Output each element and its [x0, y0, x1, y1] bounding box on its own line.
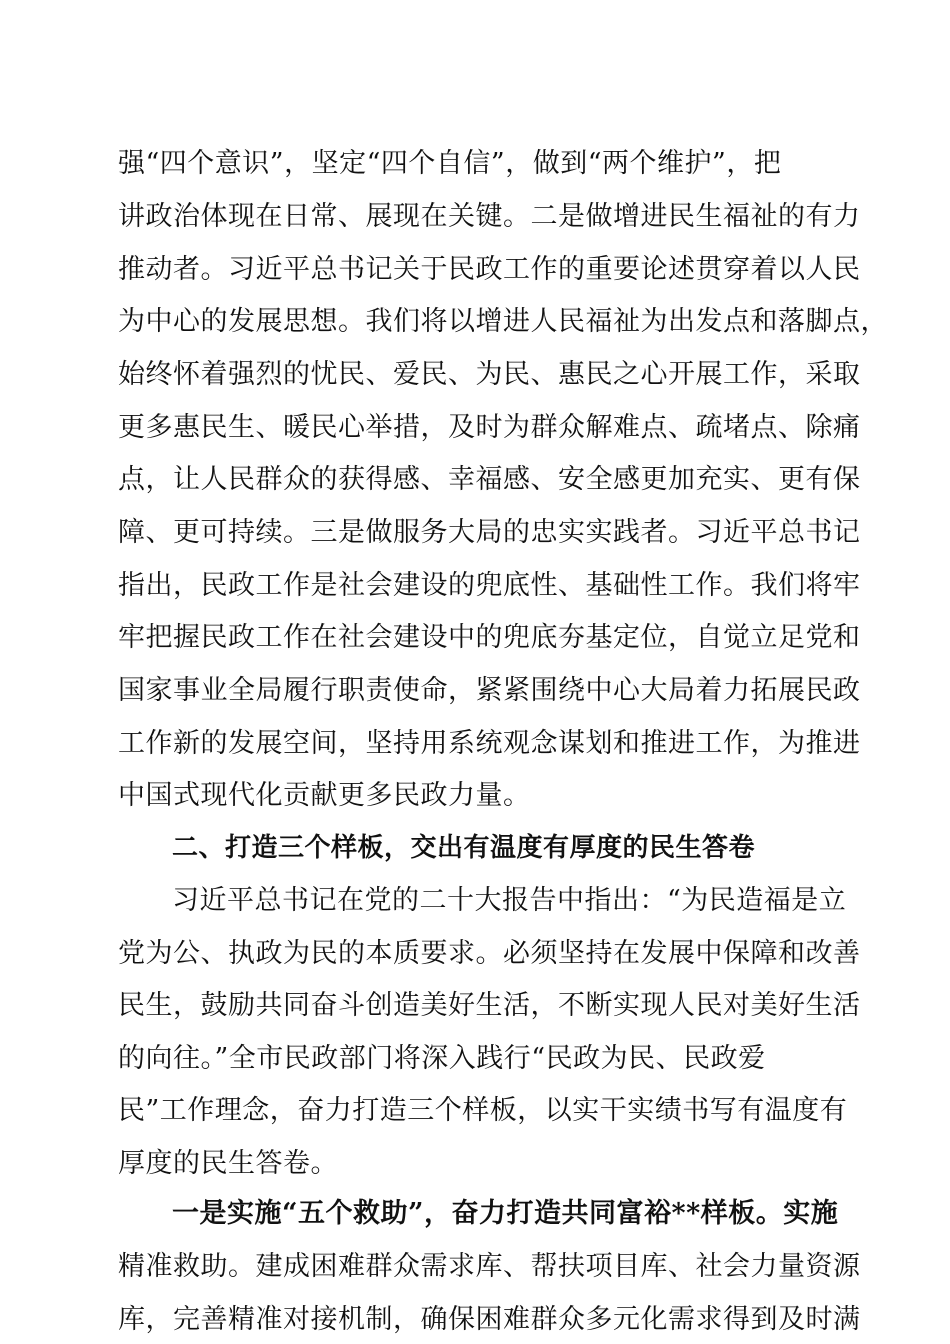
body-text-line: 的向往。”全市民政部门将深入践行“民政为民、民政爱 [118, 1043, 766, 1074]
body-text-line: 一是实施“五个救助”，奋力打造共同富裕**样板。实施 [172, 1198, 839, 1229]
body-text-line: 精准救助。建成困难群众需求库、帮扶项目库、社会力量资源 [118, 1251, 861, 1282]
body-text-line: 推动者。习近平总书记关于民政工作的重要论述贯穿着以人民 [118, 254, 861, 285]
section-heading: 二、打造三个样板，交出有温度有厚度的民生答卷 [172, 833, 756, 863]
body-text-line: 牢把握民政工作在社会建设中的兜底夯基定位，自觉立足党和 [118, 622, 861, 653]
body-text-line: 中国式现代化贡献更多民政力量。 [118, 780, 531, 811]
body-text-line: 库，完善精准对接机制，确保困难群众多元化需求得到及时满 [118, 1304, 861, 1335]
body-text-line: 民生，鼓励共同奋斗创造美好生活，不断实现人民对美好生活 [118, 990, 861, 1021]
body-text-line: 厚度的民生答卷。 [118, 1148, 338, 1179]
body-text-line: 习近平总书记在党的二十大报告中指出：“为民造福是立 [172, 885, 847, 916]
body-text-line: 讲政治体现在日常、展现在关键。二是做增进民生福祉的有力 [118, 201, 861, 232]
body-text-line: 强“四个意识”，坚定“四个自信”，做到“两个维护”，把 [118, 148, 782, 179]
body-text-line: 指出，民政工作是社会建设的兜底性、基础性工作。我们将牢 [118, 570, 861, 601]
body-text-line: 障、更可持续。三是做服务大局的忠实实践者。习近平总书记 [118, 517, 861, 548]
body-text-line: 为中心的发展思想。我们将以增进人民福祉为出发点和落脚点， [118, 306, 888, 337]
body-text-line: 党为公、执政为民的本质要求。必须坚持在发展中保障和改善 [118, 938, 861, 969]
body-text-line: 国家事业全局履行职责使命，紧紧围绕中心大局着力拓展民政 [118, 675, 861, 706]
body-text-line: 工作新的发展空间，坚持用系统观念谋划和推进工作，为推进 [118, 728, 861, 759]
body-text-line: 民”工作理念，奋力打造三个样板，以实干实绩书写有温度有 [118, 1095, 848, 1126]
body-text-line: 始终怀着强烈的忧民、爱民、为民、惠民之心开展工作，采取 [118, 359, 861, 390]
body-text-line: 点，让人民群众的获得感、幸福感、安全感更加充实、更有保 [118, 464, 861, 495]
body-text-line: 更多惠民生、暖民心举措，及时为群众解难点、疏堵点、除痛 [118, 412, 861, 443]
